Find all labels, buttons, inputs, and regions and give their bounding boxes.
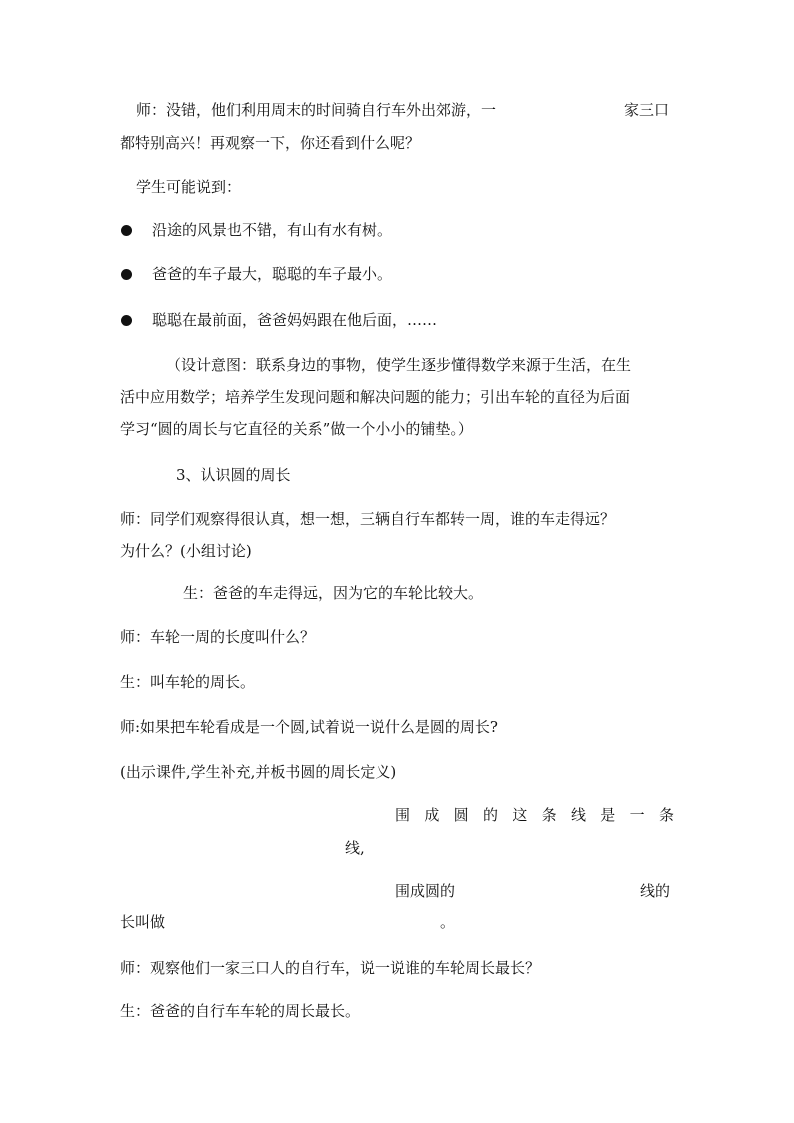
bullet-item: 爸爸的车子最大，聪聪的车子最小。 xyxy=(152,265,393,283)
definition-char: 圆 xyxy=(453,806,469,824)
definition-char: 条 xyxy=(541,806,557,824)
definition-line-2: 线, xyxy=(345,839,365,857)
definition-line-4b: 。 xyxy=(440,913,456,931)
teacher-line-1a: 师：没错，他们利用周末的时间骑自行车外出郊游，一 xyxy=(136,101,497,119)
definition-char: 条 xyxy=(658,806,674,824)
definition-line-4a: 长叫做 xyxy=(120,913,166,931)
teacher-line-2: 都特别高兴！再观察一下，你还看到什么呢？ xyxy=(120,134,421,152)
bullet-item: 沿途的风景也不错，有山有水有树。 xyxy=(152,221,393,239)
definition-char: 是 xyxy=(600,806,616,824)
definition-line-1 xyxy=(395,805,674,825)
definition-char: 线 xyxy=(570,806,586,824)
teacher-question-2: 师：车轮一周的长度叫什么？ xyxy=(120,628,316,646)
teacher-question-1a: 师：同学们观察得很认真，想一想，三辆自行车都转一周，谁的车走得远？ xyxy=(120,510,616,528)
definition-line-3a: 围成圆的 xyxy=(395,882,456,900)
courseware-note: (出示课件,学生补充,并板书圆的周长定义) xyxy=(120,763,397,781)
bullet-icon xyxy=(121,225,132,236)
design-intent-line-1: （设计意图：联系身边的事物，使学生逐步懂得数学来源于生活，在生 xyxy=(166,356,632,374)
definition-char: 成 xyxy=(424,806,440,824)
definition-line-3b: 线的 xyxy=(640,882,671,900)
definition-char: 一 xyxy=(629,806,645,824)
teacher-line-1b: 家三口 xyxy=(624,101,670,119)
design-intent-line-3: 学习“圆的周长与它直径的关系”做一个小小的铺垫。） xyxy=(120,420,473,438)
teacher-question-1b: 为什么？(小组讨论) xyxy=(120,542,252,560)
definition-char: 这 xyxy=(512,806,528,824)
definition-char: 的 xyxy=(482,806,498,824)
bullet-item: 聪聪在最前面，爸爸妈妈跟在他后面，…… xyxy=(152,311,438,329)
teacher-question-4: 师：观察他们一家三口人的自行车，说一说谁的车轮周长最长？ xyxy=(120,959,541,977)
students-may-say: 学生可能说到： xyxy=(136,178,242,196)
bullet-icon xyxy=(121,315,132,326)
definition-char: 围 xyxy=(395,806,411,824)
section-heading: 3、认识圆的周长 xyxy=(176,466,291,484)
bullet-icon xyxy=(121,269,132,280)
student-answer-4: 生：爸爸的自行车车轮的周长最长。 xyxy=(120,1002,361,1020)
student-answer-2: 生：叫车轮的周长。 xyxy=(120,673,256,691)
student-answer-1: 生：爸爸的车走得远，因为它的车轮比较大。 xyxy=(183,584,484,602)
design-intent-line-2: 活中应用数学；培养学生发现问题和解决问题的能力；引出车轮的直径为后面 xyxy=(120,388,631,406)
teacher-question-3: 师:如果把车轮看成是一个圆,试着说一说什么是圆的周长? xyxy=(120,718,498,736)
